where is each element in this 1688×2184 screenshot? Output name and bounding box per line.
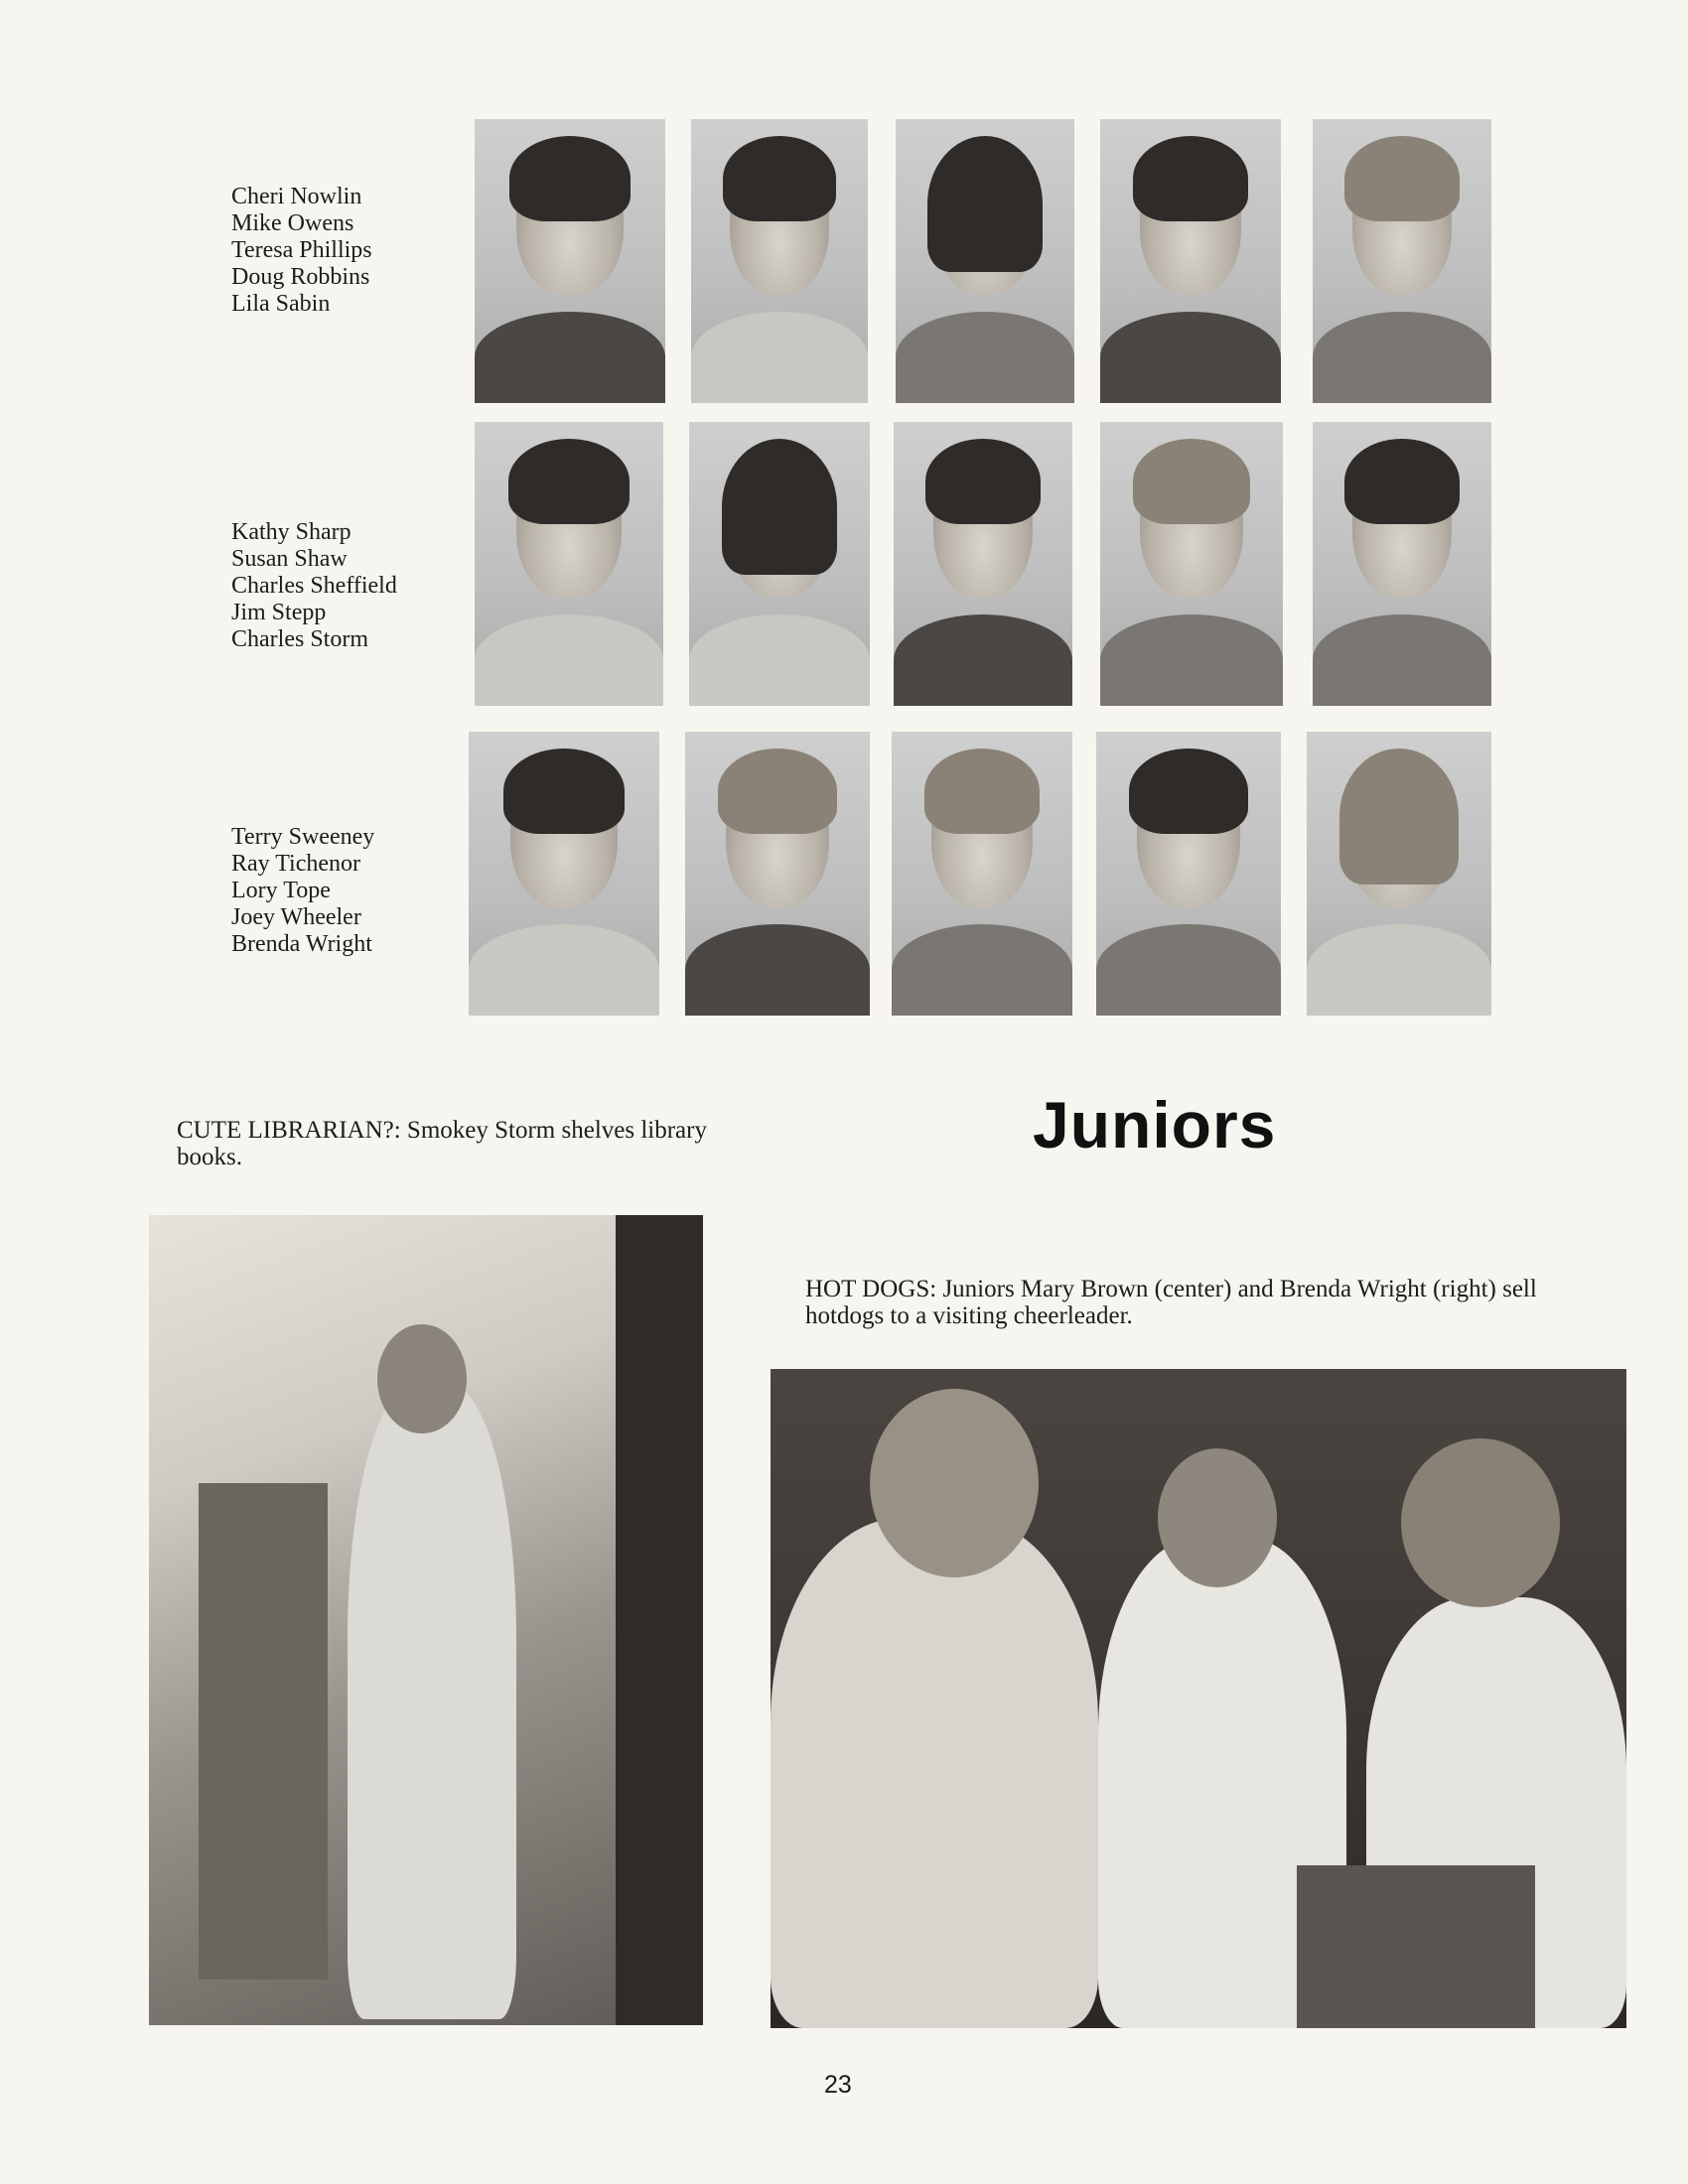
student-name: Brenda Wright <box>231 931 372 957</box>
student-name: Charles Storm <box>231 626 368 652</box>
portrait-photo <box>892 732 1072 1016</box>
student-name: Doug Robbins <box>231 264 370 290</box>
portrait-photo <box>475 422 663 706</box>
student-name: Mike Owens <box>231 210 354 236</box>
hotdogs-photo <box>771 1369 1626 2028</box>
portrait-photo <box>1313 422 1491 706</box>
student-name: Joey Wheeler <box>231 904 361 930</box>
portrait-photo <box>1100 119 1281 403</box>
portrait-photo <box>1307 732 1491 1016</box>
portrait-row-3 <box>469 732 1501 1016</box>
student-name: Lila Sabin <box>231 291 331 317</box>
name-list-row-3 <box>231 824 374 958</box>
student-name: Ray Tichenor <box>231 851 361 877</box>
portrait-photo <box>1096 732 1281 1016</box>
section-title: Juniors <box>1033 1088 1277 1161</box>
student-name: Cheri Nowlin <box>231 184 362 209</box>
portrait-photo <box>1313 119 1491 403</box>
portrait-photo <box>1100 422 1283 706</box>
student-name: Lory Tope <box>231 878 331 903</box>
name-list-row-1 <box>231 184 372 318</box>
library-photo <box>149 1215 703 2025</box>
student-name: Charles Sheffield <box>231 573 397 599</box>
name-list-row-2 <box>231 519 397 653</box>
portrait-photo <box>691 119 868 403</box>
student-name: Kathy Sharp <box>231 519 352 545</box>
caption-library: CUTE LIBRARIAN?: Smokey Storm shelves library books. <box>177 1117 707 1170</box>
portrait-photo <box>689 422 870 706</box>
portrait-photo <box>685 732 870 1016</box>
portrait-photo <box>475 119 665 403</box>
student-name: Susan Shaw <box>231 546 348 572</box>
portrait-photo <box>469 732 659 1016</box>
portrait-row-1 <box>469 119 1501 403</box>
student-name: Terry Sweeney <box>231 824 375 850</box>
student-name: Jim Stepp <box>231 600 327 625</box>
portrait-row-2 <box>469 422 1501 706</box>
page-number: 23 <box>824 2071 852 2099</box>
student-name: Teresa Phillips <box>231 237 372 263</box>
caption-hotdogs: HOT DOGS: Juniors Mary Brown (center) and Brenda Wright (right) sell hotdogs to a visiting cheerleader. <box>805 1276 1537 1329</box>
portrait-photo <box>894 422 1072 706</box>
portrait-photo <box>896 119 1074 403</box>
